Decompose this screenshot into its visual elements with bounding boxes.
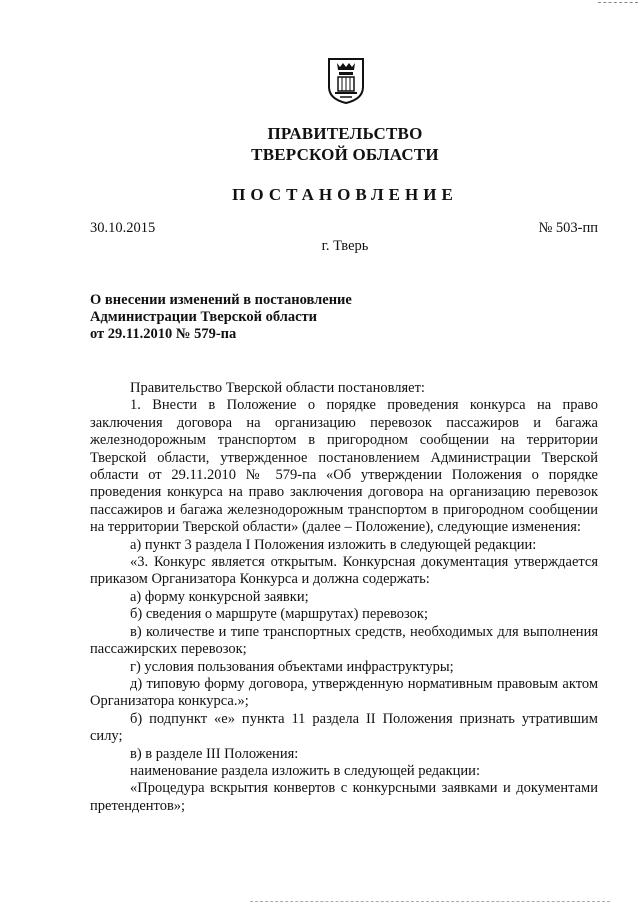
body-paragraph: б) подпункт «е» пункта 11 раздела II Положения признать утратившим силу; xyxy=(90,710,598,745)
body-paragraph: в) количестве и типе транспортных средств, необходимых для выполнения пассажирских перевозок; xyxy=(90,623,598,658)
document-body xyxy=(90,380,598,815)
document-city: г. Тверь xyxy=(321,238,369,254)
subject-line: О внесении изменений в постановление xyxy=(90,292,352,308)
subject-line: от 29.11.2010 № 579-па xyxy=(90,326,237,342)
body-paragraph: а) форму конкурсной заявки; xyxy=(130,588,309,605)
tver-coat-of-arms-icon xyxy=(327,55,365,105)
scan-corner-mark xyxy=(598,2,638,4)
document-date: 30.10.2015 xyxy=(90,220,156,236)
body-paragraph: «Процедура вскрытия конвертов с конкурсными заявками и документами претендентов»; xyxy=(90,780,598,814)
body-paragraph: б) сведения о маршруте (маршрутах) перевозок; xyxy=(130,606,428,623)
body-paragraph: наименование раздела изложить в следующей редакции: xyxy=(130,762,480,779)
body-paragraph: 1. Внести в Положение о порядке проведения конкурса на право заключения договора на организацию перевозок пассажиров и багажа железнодорожным транспортом в пригородном сообщении на территории Тверской области, утвержденное постановлением Администрации Тверской области от 29.11.2010 № 579-па «Об утверждении Положения о порядке проведения конкурса на право заключения договора на организацию перевозок пассажиров и багажа железнодорожным транспортом в пригородном сообщении на территории Тверской области» (далее – Положение), следующие изменения: xyxy=(90,397,598,536)
document-subject xyxy=(90,292,352,343)
body-paragraph: г) условия пользования объектами инфраструктуры; xyxy=(130,658,454,675)
body-paragraph: «3. Конкурс является открытым. Конкурсная документация утверждается приказом Организатора Конкурса и должна содержать: xyxy=(90,554,598,588)
government-name-line1: ПРАВИТЕЛЬСТВО xyxy=(267,124,423,143)
body-paragraph: в) в разделе III Положения: xyxy=(130,745,299,762)
scan-bottom-mark xyxy=(250,901,610,903)
body-paragraph: а) пункт 3 раздела I Положения изложить в следующей редакции: xyxy=(130,536,537,553)
body-paragraph: Правительство Тверской области постановляет: xyxy=(130,380,425,396)
document-number: № 503-пп xyxy=(538,220,598,236)
body-paragraph: д) типовую форму договора, утвержденную нормативным правовым актом Организатора конкурса.»; xyxy=(90,675,598,710)
subject-line: Администрации Тверской области xyxy=(90,309,318,325)
government-name-line2: ТВЕРСКОЙ ОБЛАСТИ xyxy=(251,145,439,164)
document-type-title: ПОСТАНОВЛЕНИЕ xyxy=(232,185,458,204)
